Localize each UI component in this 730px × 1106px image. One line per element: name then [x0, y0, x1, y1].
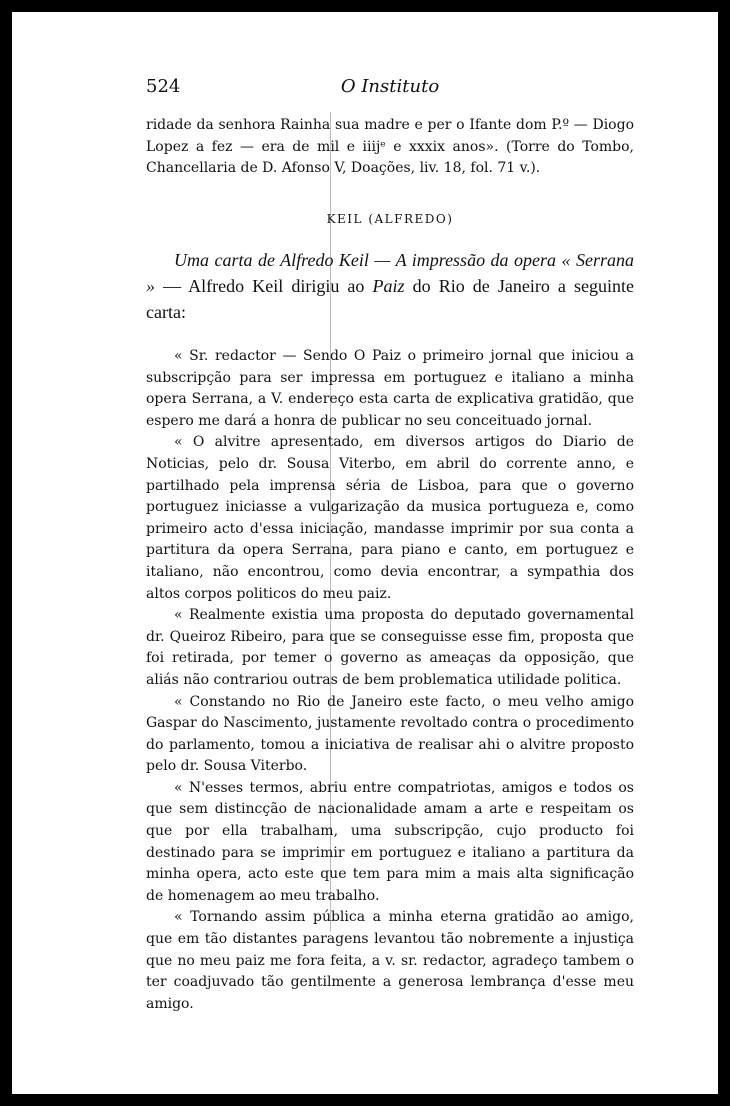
lead-italic: Uma carta de Alfredo Keil — A impressão da opera « Serrana » [146, 250, 634, 296]
letter-paragraph: « Constando no Rio de Janeiro este facto, o meu velho amigo Gaspar do Nascimento, justamente revoltado contra o procedimento do parlamento, tomou a iniciativa de realisar ahi o alvitre proposto pelo dr. Sousa Viterbo. [146, 693, 634, 775]
letter-paragraph: « Sr. redactor — Sendo O Paiz o primeiro jornal que iniciou a subscripção para ser impressa em portuguez e italiano a minha opera Serrana, a V. endereço esta carta de explicativa gratidão, que espero me dará a honra de publicar no seu conceituado jornal. [146, 348, 634, 429]
lead-paragraph [146, 247, 634, 325]
letter-paragraph: « Realmente existia uma proposta do deputado governamental dr. Queiroz Ribeiro, para que se conseguisse esse fim, proposta que foi retirada, por temer o governo as ameaças da opposição, que aliás não contrariou outras de bem problematica utilidade politica. [146, 607, 634, 688]
letter-body [146, 346, 634, 1015]
document-page [12, 12, 718, 1094]
intro-paragraph: ridade da senhora Rainha sua madre e per o Ifante dom P.º — Diogo Lopez a fez — era de mil e iiijᵉ e xxxix anos». (Torre do Tombo, Chancellaria de D. Afonso V, Doações, liv. 18, fol. 71 v.). [146, 117, 634, 177]
lead-end: do Rio de Janeiro a seguinte carta: [146, 276, 634, 322]
letter-paragraph: « O alvitre apresentado, em diversos artigos do Diario de Noticias, pelo dr. Sousa Viterbo, em abril do corrente anno, e partilhado pela imprensa séria de Lisboa, para que o governo portuguez iniciasse a vulgarização da musica portugueza e, como primeiro acto d'essa iniciação, mandasse imprimir por sua conta a partitura da opera Serrana, para piano e canto, em portuguez e italiano, não encontrou, como devia encontrar, a sympathia dos altos corpos politicos do meu paiz. [146, 434, 634, 602]
section-heading: KEIL (ALFREDO) [326, 212, 454, 226]
letter-paragraph: « Tornando assim pública a minha eterna gratidão ao amigo, que em tão distantes paragens levantou tão nobremente a injustiça que no meu paiz me fora feita, a v. sr. redactor, agradeço tambem o ter coadjuvado tão gentilmente a generosa lembrança d'esse meu amigo. [146, 909, 634, 1012]
lead-rest: — Alfredo Keil dirigiu ao [155, 276, 373, 296]
lead-paiz: Paiz [372, 276, 405, 296]
lead-paragraph-block [146, 247, 634, 325]
intro-paragraph-block [146, 115, 634, 180]
journal-title: O Instituto [340, 76, 440, 97]
running-header [146, 76, 634, 102]
letter-paragraph: « N'esses termos, abriu entre compatriotas, amigos e todos os que sem distincção de nacionalidade amam a arte e respeitam os que por ella trabalham, uma subscripção, cujo producto foi destinado para se imprimir em portuguez e italiano a partitura da minha opera, acto este que tem para mim a mais alta significação de homenagem ao meu trabalho. [146, 779, 634, 904]
page-number: 524 [146, 76, 181, 97]
